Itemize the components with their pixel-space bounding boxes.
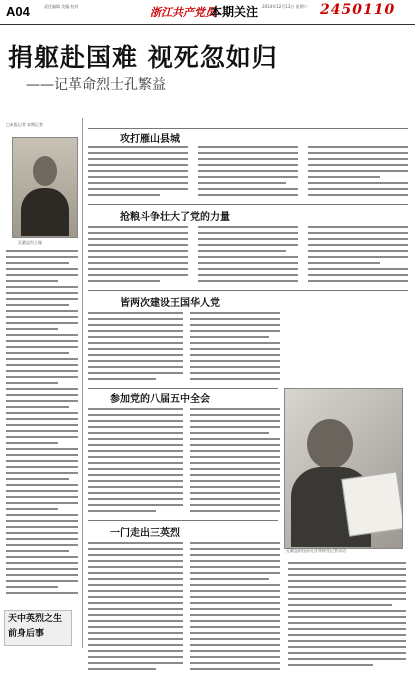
- section-rule-1: [88, 128, 408, 129]
- section-1-col-1: [88, 146, 188, 202]
- byline: □本报记者 本期记者: [6, 122, 44, 127]
- photo-newspaper: [341, 471, 403, 536]
- sidebar-box-title: 天中英烈之生前身后事: [8, 614, 63, 639]
- section-2-col-1: [88, 226, 188, 286]
- portrait-caption: 孔繁益烈士像: [18, 240, 42, 245]
- page-meta: 责任编辑 美编 校对: [44, 4, 79, 9]
- section-heading-1: 攻打雁山县城: [120, 134, 180, 145]
- interview-photo: [284, 388, 403, 549]
- section-heading-2: 抢粮斗争壮大了党的力量: [120, 212, 230, 223]
- section-3-col-1: [88, 312, 183, 384]
- portrait-body: [21, 188, 69, 236]
- section-heading-4: 参加党的八届五中全会: [110, 394, 210, 405]
- section-4-col-2: [190, 408, 280, 518]
- section-5-col-2: [190, 542, 280, 672]
- column-divider: [82, 118, 83, 648]
- headline: 捐躯赴国难 视死忽如归: [8, 43, 278, 72]
- portrait-face: [33, 156, 57, 186]
- page-number: A04: [6, 4, 30, 19]
- section-rule-2: [88, 204, 408, 205]
- portrait-photo: [12, 137, 78, 238]
- section-title: 本期关注: [210, 5, 259, 19]
- section-1-col-2: [198, 146, 298, 202]
- section-1-col-3: [308, 146, 408, 202]
- photo-person-head: [307, 419, 353, 469]
- masthead-bar: [0, 0, 415, 25]
- section-rule-5: [88, 520, 278, 521]
- section-heading-3: 皆两次建设王国华人党: [120, 298, 220, 309]
- section-2-col-2: [198, 226, 298, 286]
- section-2-col-3: [308, 226, 408, 286]
- subheadline: ——记革命烈士孔繁益: [26, 77, 166, 93]
- section-5-col-1: [88, 542, 183, 672]
- section-3-col-2: [190, 312, 280, 384]
- paper-name: 浙江共产党员: [150, 6, 216, 19]
- section-4-col-1: [88, 408, 183, 518]
- section-rule-4: [88, 388, 278, 389]
- left-column-text: [6, 250, 78, 600]
- photo-caption: 孔繁益的侄孙孔庆华接受记者采访: [286, 548, 346, 553]
- section-5-col-3: [288, 562, 406, 672]
- issue-date: 2014年12月13日 星期六: [262, 4, 308, 9]
- section-heading-5: 一门走出三英烈: [110, 528, 180, 539]
- section-rule-3: [88, 290, 408, 291]
- issue-stamp: 2450110: [320, 2, 396, 18]
